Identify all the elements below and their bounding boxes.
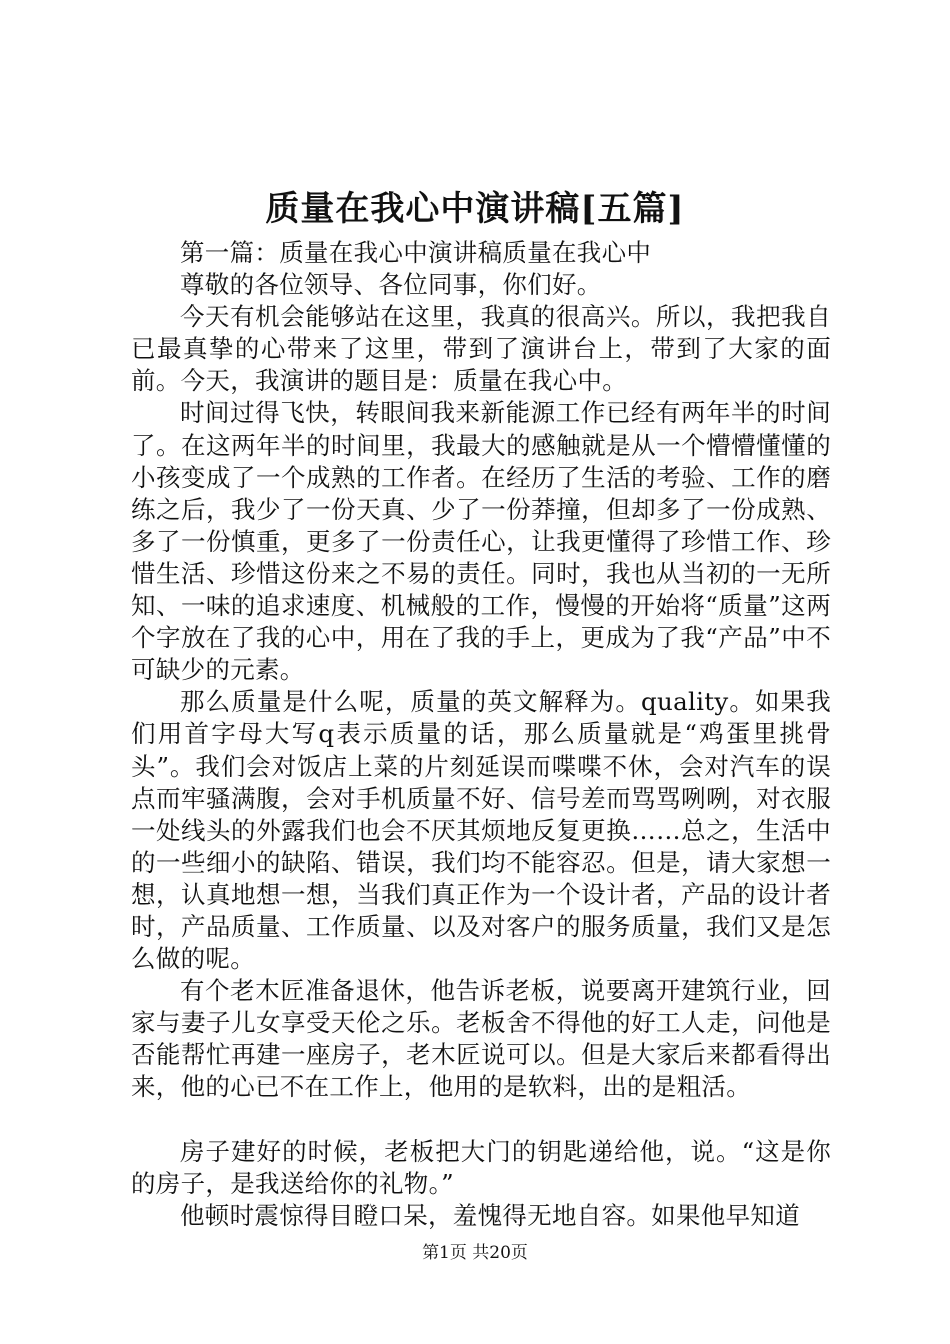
greeting-paragraph: 尊敬的各位领导、各位同事，你们好。 [180, 270, 602, 300]
body-paragraph: 有个老木匠准备退休，他告诉老板，说要离开建筑行业，回家与妻子儿女享受天伦之乐。老板舍不得他的好工人走，问他是否能帮忙再建一座房子，老木匠说可以。但是大家后来都看得出来，他的心已不在工作上，他用的是软料，出的是粗活。 [131, 976, 831, 1102]
body-paragraph: 时间过得飞快，转眼间我来新能源工作已经有两年半的时间了。在这两年半的时间里，我最大的感触就是从一个懵懵懂懂的小孩变成了一个成熟的工作者。在经历了生活的考验、工作的磨练之后，我少了一份天真、少了一份莽撞，但却多了一份成熟、多了一份慎重，更多了一份责任心，让我更懂得了珍惜工作、珍惜生活、珍惜这份来之不易的责任。同时，我也从当初的一无所知、一味的追求速度、机械般的工作，慢慢的开始将“质量”这两个字放在了我的心中，用在了我的手上，更成为了我“产品”中不可缺少的元素。 [131, 398, 831, 685]
document-body [131, 237, 831, 1232]
body-paragraph: 他顿时震惊得目瞪口呆，羞愧得无地自容。如果他早知道 [180, 1200, 800, 1230]
body-paragraph: 今天有机会能够站在这里，我真的很高兴。所以，我把我自已最真挚的心带来了这里，带到了演讲台上，带到了大家的面前。今天，我演讲的题目是：质量在我心中。 [131, 302, 831, 396]
page-number-footer: 第1页 共20页 [422, 1243, 528, 1263]
paragraph-gap [131, 1104, 831, 1136]
document-title: 质量在我心中演讲稿[五篇] [265, 189, 685, 229]
section-heading: 第一篇：质量在我心中演讲稿质量在我心中 [180, 238, 652, 267]
body-paragraph: 房子建好的时候，老板把大门的钥匙递给他，说。“这是你的房子，是我送给你的礼物。” [131, 1136, 831, 1198]
body-paragraph: 那么质量是什么呢，质量的英文解释为。quality。如果我们用首字母大写q表示质量的话，那么质量就是“鸡蛋里挑骨头”。我们会对饭店上菜的片刻延误而喋喋不休，会对汽车的误点而牢骚满腹，会对手机质量不好、信号差而骂骂咧咧，对衣服一处线头的外露我们也会不厌其烦地反复更换……总之，生活中的一些细小的缺陷、错误，我们均不能容忍。但是，请大家想一想，认真地想一想，当我们真正作为一个设计者，产品的设计者时，产品质量、工作质量、以及对客户的服务质量，我们又是怎么做的呢。 [131, 687, 832, 974]
